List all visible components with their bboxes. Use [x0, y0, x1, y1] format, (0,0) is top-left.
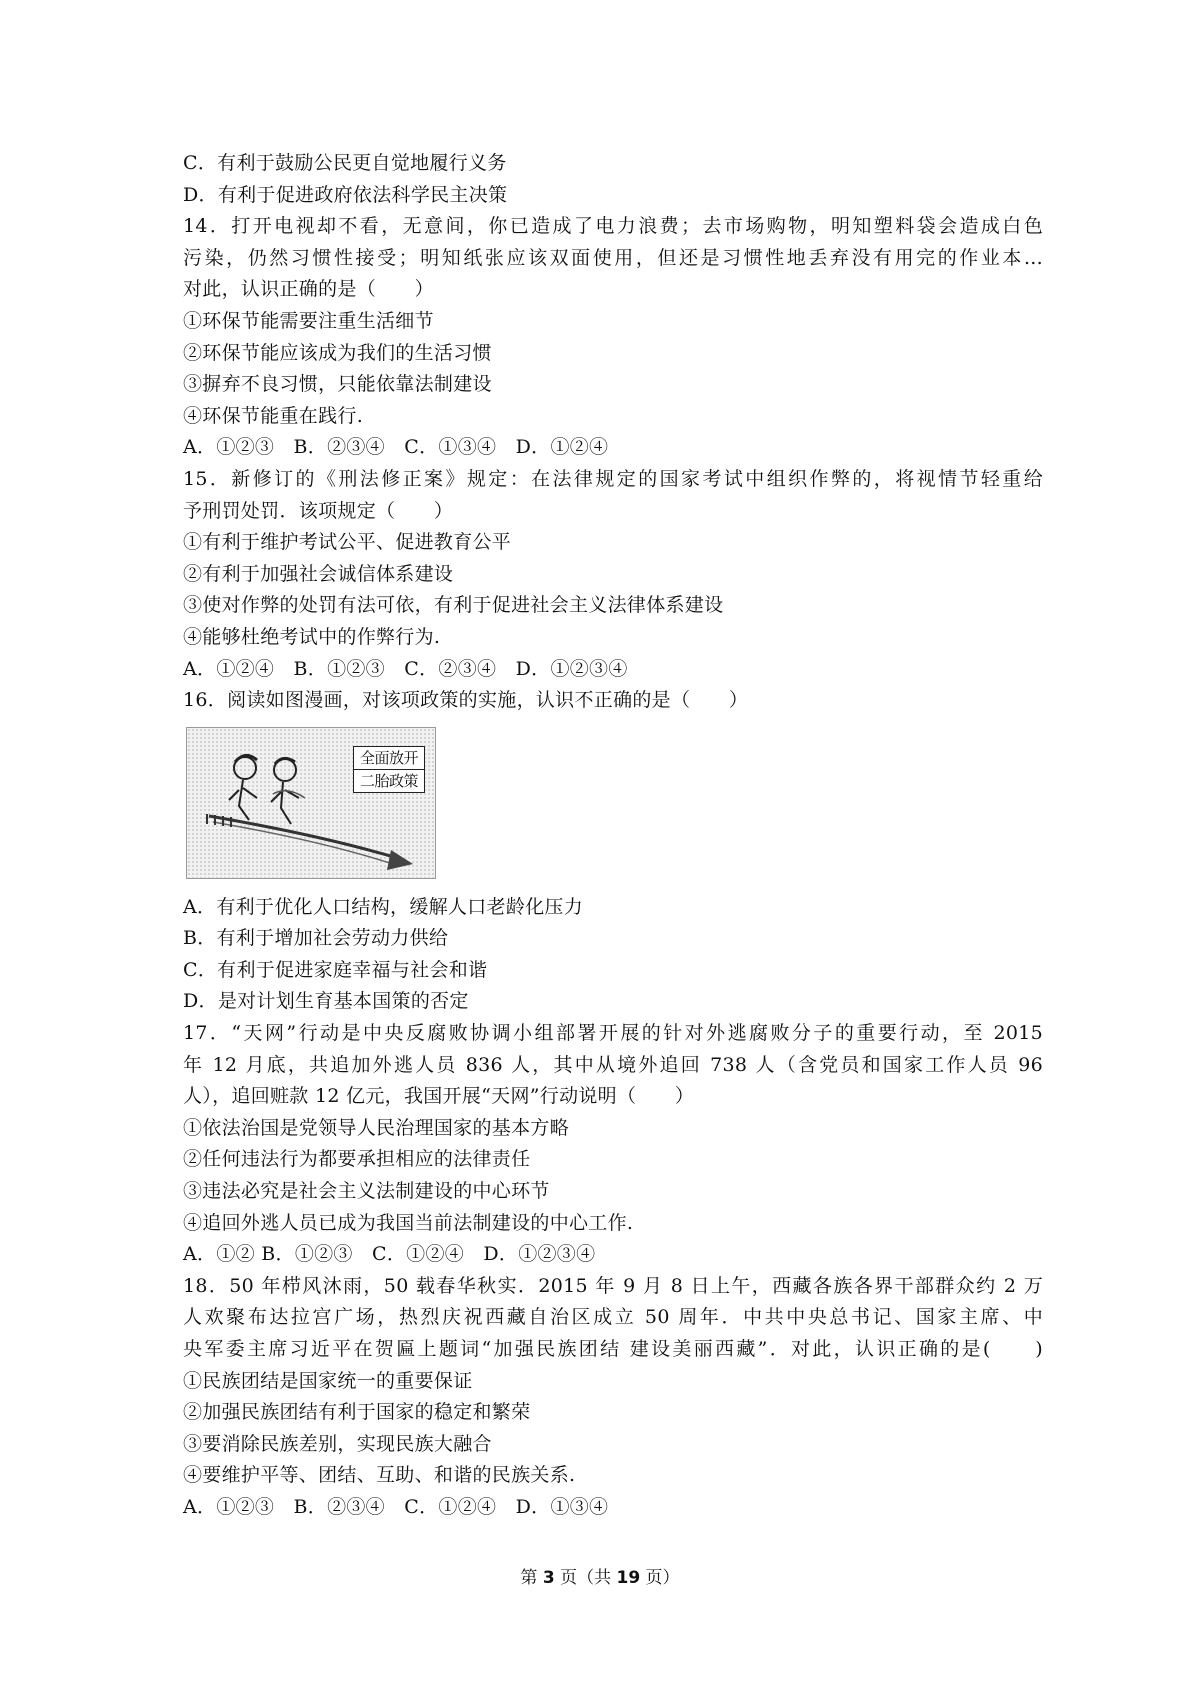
- page-footer: [0, 1563, 1200, 1588]
- policy-sign-line2: 二胎政策: [354, 769, 424, 792]
- question-14-stem: 对此，认识正确的是（ ）: [183, 278, 434, 301]
- statement-line: ②加强民族团结有利于国家的稳定和繁荣: [183, 1401, 531, 1424]
- statement-line: ④要维护平等、团结、互助、和谐的民族关系.: [183, 1464, 576, 1487]
- statement-line: ①有利于维护考试公平、促进教育公平: [183, 531, 512, 554]
- statement-line: ②任何违法行为都要承担相应的法律责任: [183, 1148, 531, 1171]
- question-14-stem: 污染，仍然习惯性接受；明知纸张应该双面使用，但还是习惯性地丢弃没有用完的作业本...: [183, 246, 1043, 269]
- option-line: C．有利于鼓励公民更自觉地履行义务: [183, 152, 507, 174]
- statement-line: ①环保节能需要注重生活细节: [183, 309, 434, 332]
- statement-line: ②环保节能应该成为我们的生活习惯: [183, 341, 492, 364]
- option-line: D．是对计划生育基本国策的否定: [183, 990, 469, 1013]
- text-block-b: [183, 892, 1043, 1524]
- question-17-stem: 人），追回赃款 12 亿元，我国开展“天网”行动说明（ ）: [183, 1085, 695, 1108]
- answer-choices: A．①②④ B．①②③ C．②③④ D．①②③④: [183, 657, 628, 680]
- question-18-stem: 央军委主席习近平在贺匾上题词“加强民族团结 建设美丽西藏”．对此，认识正确的是( ): [183, 1338, 1043, 1360]
- footer-prefix: 第: [520, 1568, 543, 1588]
- statement-line: ③要消除民族差别，实现民族大融合: [183, 1432, 492, 1455]
- question-14-stem: 14．打开电视却不看，无意间，你已造成了电力浪费；去市场购物，明知塑料袋会造成白色: [183, 215, 1043, 238]
- option-line: C．有利于促进家庭幸福与社会和谐: [183, 958, 488, 981]
- option-line: B．有利于增加社会劳动力供给: [183, 927, 449, 950]
- text-block-a: [183, 148, 1043, 717]
- statement-line: ③使对作弊的处罚有法可依，有利于促进社会主义法律体系建设: [183, 594, 724, 617]
- statement-line: ④追回外逃人员已成为我国当前法制建设的中心工作.: [183, 1211, 634, 1234]
- cartoon-figure: [186, 727, 436, 879]
- statement-line: ③违法必究是社会主义法制建设的中心环节: [183, 1180, 550, 1203]
- statement-line: ③摒弃不良习惯，只能依靠法制建设: [183, 373, 492, 396]
- option-line: D．有利于促进政府依法科学民主决策: [183, 183, 508, 206]
- statement-line: ④环保节能重在践行.: [183, 404, 364, 427]
- question-17-stem: 年 12 月底，共追加外逃人员 836 人，其中从境外追回 738 人（含党员和国家工作人员 96: [183, 1053, 1043, 1076]
- question-15-stem: 予刑罚处罚．该项规定（ ）: [183, 499, 454, 522]
- question-18-stem: 18．50 年栉风沐雨，50 载春华秋实．2015 年 9 月 8 日上午，西藏各族各界干部群众约 2 万: [183, 1274, 1043, 1297]
- question-17-stem: 17．“天网”行动是中央反腐败协调小组部署开展的针对外逃腐败分子的重要行动，至 2015: [183, 1022, 1043, 1045]
- answer-choices: A．①② B．①②③ C．①②④ D．①②③④: [183, 1243, 596, 1266]
- option-line: A．有利于优化人口结构，缓解人口老龄化压力: [183, 895, 584, 918]
- document-page: [183, 148, 1043, 1524]
- footer-middle: 页（共: [554, 1568, 617, 1588]
- policy-sign-line1: 全面放开: [359, 748, 418, 767]
- answer-choices: A．①②③ B．②③④ C．①③④ D．①②④: [183, 436, 609, 459]
- footer-page-number: 3: [542, 1568, 555, 1588]
- statement-line: ①民族团结是国家统一的重要保证: [183, 1369, 473, 1392]
- question-15-stem: 15．新修订的《刑法修正案》规定：在法律规定的国家考试中组织作弊的，将视情节轻重给: [183, 467, 1043, 490]
- question-16-stem: 16．阅读如图漫画，对该项政策的实施，认识不正确的是（ ）: [183, 689, 749, 712]
- statement-line: ④能够杜绝考试中的作弊行为.: [183, 625, 441, 648]
- footer-suffix: 页）: [640, 1568, 680, 1588]
- policy-sign: [353, 746, 425, 793]
- footer-total-pages: 19: [616, 1568, 641, 1588]
- statement-line: ②有利于加强社会诚信体系建设: [183, 562, 454, 585]
- statement-line: ①依法治国是党领导人民治理国家的基本方略: [183, 1116, 570, 1139]
- answer-choices: A．①②③ B．②③④ C．①②④ D．①③④: [183, 1495, 609, 1518]
- question-18-stem: 人欢聚布达拉宫广场，热烈庆祝西藏自治区成立 50 周年．中共中央总书记、国家主席、中: [183, 1306, 1043, 1329]
